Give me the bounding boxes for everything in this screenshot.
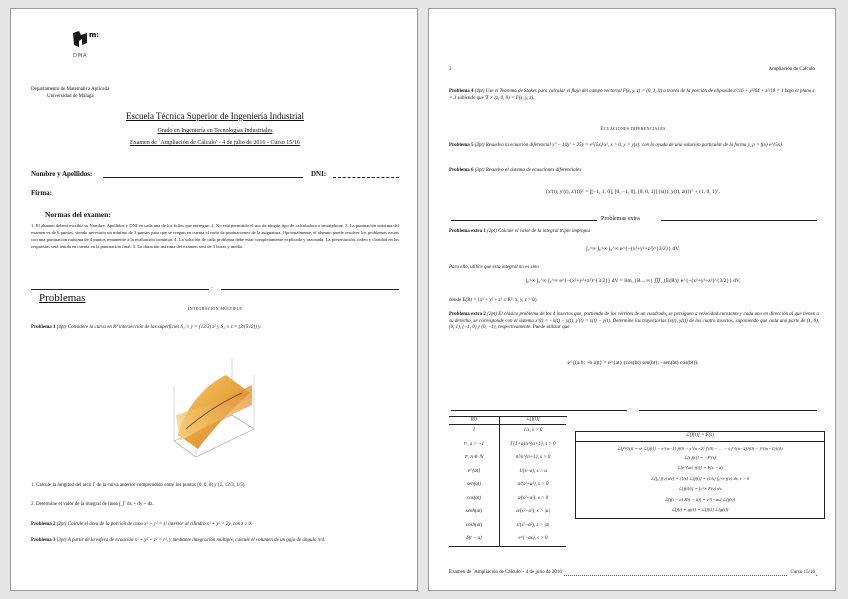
- problem-1: [31, 325, 401, 332]
- laplace-table-row: [449, 452, 566, 466]
- laplace-transform-cell: a/(s²+a²), s > 0: [517, 482, 549, 487]
- problem-extra-2-points: (2pt): [487, 312, 497, 317]
- separator-mark: ◦: [211, 286, 213, 291]
- laplace-property: ℒ[f⁽ⁿ⁾(t)] = sⁿ ℒ[f(t)] − s^{n−1} f(0) − s^{n−2} f'(0) − … − s f^{(n−2)}(0) − f^{(n−1)}(0): [617, 445, 783, 451]
- problem-5-points: (3pt): [474, 143, 485, 148]
- problem-6-system: (x'(t), y'(t), z'(t))ᵀ = [[−1, 1, 0], [0, −1, 0], [0, 0, 1]] (x(t), y(t), z(t))ᵀ + (1, 0, 1)ᵀ.: [546, 189, 720, 195]
- laplace-table-top-rule: [449, 416, 567, 417]
- school-title: Escuela Técnica Superior de Ingeniería Industrial: [125, 111, 304, 121]
- laplace-property: ℒ[∫₀ᵗ f(v) dv] = (1/s) ℒ[f(t)] = (1/s) ∫₀^∞ f(v) dv, s > 0: [650, 475, 750, 481]
- university-logo: [65, 27, 105, 67]
- problem-extra-1-text: Calcule el valor de la integral triple impropia: [498, 229, 590, 234]
- laplace-function-cell: tⁿ, n ∈ ℕ: [449, 452, 500, 466]
- university: Universidad de Málaga: [47, 94, 94, 99]
- problem-extra-1-domain: donde E(R) = {x² + y² + z² ≤ R²: x, y, z > 0}.: [449, 298, 539, 303]
- laplace-table-row: [449, 519, 566, 533]
- logo-emblem: [73, 31, 87, 47]
- problem-4: [449, 89, 819, 102]
- problem-6-points: (3pt): [474, 168, 485, 173]
- problem-1-points: (4pt): [56, 325, 67, 330]
- problem-5-text: Resuelva la ecuación diferencial y'' − 10y' + 25y = e^{5x}/x², x > 0, y = y(x), con la ayuda de una solución particular de la forma y_p = f(x) e^{5x}.: [485, 143, 784, 148]
- item-1-text: Calcule la longitud del arco Γ de la curva anterior comprendido entre los puntos (0, 0, 0) y (1, √2/3, 1/5).: [36, 483, 246, 488]
- laplace-properties-box: [575, 431, 825, 519]
- name-label: Nombre y Apellidos:: [31, 170, 93, 178]
- separator-line-left: [451, 410, 627, 411]
- extra-line-left: [451, 220, 597, 221]
- laplace-transform-cell: s/(s²−a²), s > |a|: [516, 522, 550, 528]
- section-title: Problemas: [39, 292, 86, 304]
- separator-line-right: [221, 289, 399, 290]
- extra-title: Problemas extra: [601, 216, 640, 222]
- degree: Grado en Ingeniería en Tecnologías Industriales: [157, 128, 273, 134]
- problem-1-label: Problema 1: [31, 325, 56, 330]
- running-title: Ampliación de Cálculo: [768, 67, 815, 72]
- problem-4-points: (4pt): [474, 89, 485, 94]
- item-1: [31, 483, 401, 490]
- problem-2-text: Calcule el área de la porción de cono x² + y² = z² interior al cilindro x² + y² = 2y, con z ≥ 0.: [67, 522, 253, 527]
- laplace-table-row: [449, 479, 566, 493]
- laplace-transform-cell: n!/s^{n+1}, s > 0: [515, 455, 551, 460]
- problem-5: [449, 143, 819, 150]
- separator-mark: ◦: [629, 407, 631, 412]
- laplace-transform-cell: e^{−as}, s > 0: [518, 536, 548, 541]
- laplace-function-cell: cosh(at): [449, 519, 500, 533]
- subsection-title: Ecuaciones diferenciales: [600, 127, 666, 132]
- problem-2-points: (2pt): [56, 522, 67, 527]
- problem-2: [31, 522, 401, 529]
- exam-page-1: [10, 8, 418, 591]
- laplace-table-row: [449, 506, 566, 520]
- separator-line-left: [31, 289, 209, 290]
- separator-line-right: [639, 410, 817, 411]
- laplace-function-cell: tᵃ, a > −1: [449, 438, 500, 452]
- item-1-number: 1.: [31, 483, 35, 488]
- laplace-function-cell: cos(at): [449, 492, 500, 506]
- laplace-property: ℒ[f(t − a) H(t − a)] = e^{−as} ℒ[f(t)]: [664, 496, 736, 502]
- extra-line-right: [661, 220, 817, 221]
- laplace-property: ℒ[f(t)/t] = ∫ₛ^∞ F(v) dv: [678, 486, 722, 491]
- problem-extra-1-formula: ∫₀^∞ ∫₀^∞ ∫₀^∞ e^{−(x²+y²+z²)^{3/2}} dV.: [586, 246, 680, 252]
- problem-extra-2-label: Problema extra 2: [449, 312, 486, 317]
- laplace-table-wrapper: [449, 417, 566, 547]
- exam-title: Examen de `Ampliación de Cálculo' - 4 de julio de 2016 - Curso 15/16: [130, 140, 300, 146]
- laplace-table-header: [449, 417, 566, 424]
- problem-extra-2-formula: e^{(a b; −b a)t} = e^{at} (cos(bt) sen(bt); −sen(bt) cos(bt)).: [567, 360, 699, 366]
- problem-extra-1-points: (2pt): [487, 229, 497, 234]
- problem-3-label: Problema 3: [31, 538, 56, 543]
- laplace-property: ℒ[e^{at} f(t)] = F(s − a): [677, 465, 723, 470]
- problem-4-text: Use el Teorema de Stokes para calcular el flujo del campo vectorial F(x, y, z) = (0, 1, 0) a través de la porción de elipsoide x²/16 + y²/64 + z²/18 = 1 bajo el plano z = 3 sabiendo que ∇ × (z, 0, 0) = F(x, y, z).: [449, 89, 815, 101]
- problem-6-text: Resuelva el sistema de ecuaciones diferenciales: [485, 168, 582, 173]
- laplace-property: ℒ[t f(t)] = −F'(s): [683, 454, 717, 460]
- laplace-transform-cell: Γ(1+a)/s^{a+1}, s > 0: [510, 441, 556, 447]
- laplace-table-row: [449, 465, 566, 479]
- item-2: [31, 502, 401, 509]
- problem-2-label: Problema 2: [31, 522, 56, 527]
- laplace-table-row: [449, 438, 566, 452]
- exam-page-2: [428, 8, 836, 591]
- laplace-property: ℒ[f(t) ∗ g(t)] = ℒ[f(t)] ℒ[g(t)]: [671, 507, 729, 512]
- laplace-function-cell: 1: [449, 424, 500, 438]
- laplace-function-cell: sen(at): [449, 479, 500, 493]
- laplace-function-cell: e^{at}: [449, 465, 500, 479]
- footer-left: Examen de `Ampliación de Cálculo' - 4 de julio de 2016: [449, 570, 562, 575]
- dni-label: DNI:: [311, 170, 327, 178]
- laplace-function-cell: senh(at): [449, 506, 500, 520]
- laplace-col-L: ℒ[f(t)]: [526, 417, 540, 422]
- name-line: [103, 177, 303, 178]
- laplace-transform-cell: a/(s²−a²), s > |a|: [516, 509, 550, 514]
- laplace-table-row: [449, 533, 566, 547]
- problem-extra-1-hint: Para ello, utilice que esta integral no es sino: [449, 265, 539, 270]
- item-2-text: Determine el valor de la integral de línea ∫_Γ dx + dy + dz.: [36, 502, 154, 507]
- laplace-table: [449, 417, 566, 547]
- laplace-transform-cell: 1/(s−a), s > a: [519, 468, 547, 474]
- problem-3-text: A partir de la esfera de ecuación x² + y² + z² = r², y mediante integración múltiple, calcule el volumen de un gajo de ángulo π/4.: [67, 538, 326, 543]
- footer-right: Curso 15/16: [790, 570, 815, 575]
- problem-5-label: Problema 5: [449, 143, 474, 148]
- problem-extra-2-text: El clásico problema de los 4 insectos que, partiendo de los vértices de un cuadrado, se persiguen a velocidad constante y cada uno en dirección al que tienen a su derecha, se corresponde con el sistema x'(t) = −x(t) − y(t), y'(t) = x(t) − y(t). Determine las trayectorias (x(t), y(t)) de los cuatro insectos, suponiendo que cada uno parte de (1, 0), (0, 1), (−1, 0) y (0, −1), respectivamente. Puede utilizar que: [449, 312, 820, 330]
- laplace-transform-cell: s/(s²+a²), s > 0: [517, 495, 549, 501]
- laplace-table-row: [449, 492, 566, 506]
- problem-4-label: Problema 4: [449, 89, 474, 94]
- problem-extra-1-label: Problema extra 1: [449, 229, 486, 234]
- logo-subtext: DMA: [73, 53, 88, 59]
- problem-3: [31, 538, 401, 545]
- problem-1-text: Considere la curva en R³ intersección de las superficies S₁ ≡ y = (√2/3) z² y S₂ ≡ z = (3/(5√2)) y.: [67, 325, 262, 330]
- laplace-transform-cell: 1/s, s > 0: [523, 428, 543, 433]
- problem-extra-1: [449, 229, 819, 236]
- laplace-function-cell: δ(t − a): [449, 533, 500, 547]
- problem-6: [449, 168, 819, 175]
- problem-6-label: Problema 6: [449, 168, 474, 173]
- surfaces-plot: [166, 345, 258, 465]
- laplace-properties-header: ℒ[f(t)] = F(s): [576, 432, 824, 442]
- problem-3-points: (3pt): [56, 538, 67, 543]
- firma-label: Firma:: [31, 189, 52, 197]
- problem-extra-1-formula-2: ∫₀^∞ ∫₀^∞ ∫₀^∞ e^{−(x²+y²+z²)^{3/2}} dV = lim_{R→∞} ∭_{E(R)} e^{−(x²+y²+z²)^{3/2}} dV,: [525, 278, 741, 284]
- problem-extra-2: [449, 312, 819, 332]
- page-number: 2: [449, 67, 452, 72]
- item-2-number: 2.: [31, 502, 35, 507]
- laplace-table-row: [449, 424, 566, 438]
- subsection-title: Integración múltiple: [187, 307, 243, 312]
- department: Departamento de Matemática Aplicada: [31, 87, 110, 92]
- rules-heading: Normas del examen:: [45, 210, 111, 219]
- logo-mark: m:: [89, 31, 100, 39]
- dni-line: [333, 177, 399, 178]
- rules-text: 1. El alumno deberá escribir su Nombre, Apellidos y DNI en cada una de los folios que entregue. 2. No está permitido el uso de ningún tipo de calculadora o smartphone. 3. La puntuación máxima del examen es de 6 puntos, siendo necesario un mínimo de 3 puntos para que se tengan en cuenta el resto de puntuaciones de la asignatura. Opcionalmente, el alumno puede resolver los problemas extras con una puntuación máxima de 4 puntos remanente a la evaluación continua. 4. La solución de cada problema debe estar completamente explicada y razonada. La presentación, orden y claridad en las respuestas será tenida en cuenta en la puntuación final. 5. La duración máxima del examen será de 3 horas y media.: [31, 223, 399, 249]
- laplace-col-f: f(t): [449, 417, 500, 424]
